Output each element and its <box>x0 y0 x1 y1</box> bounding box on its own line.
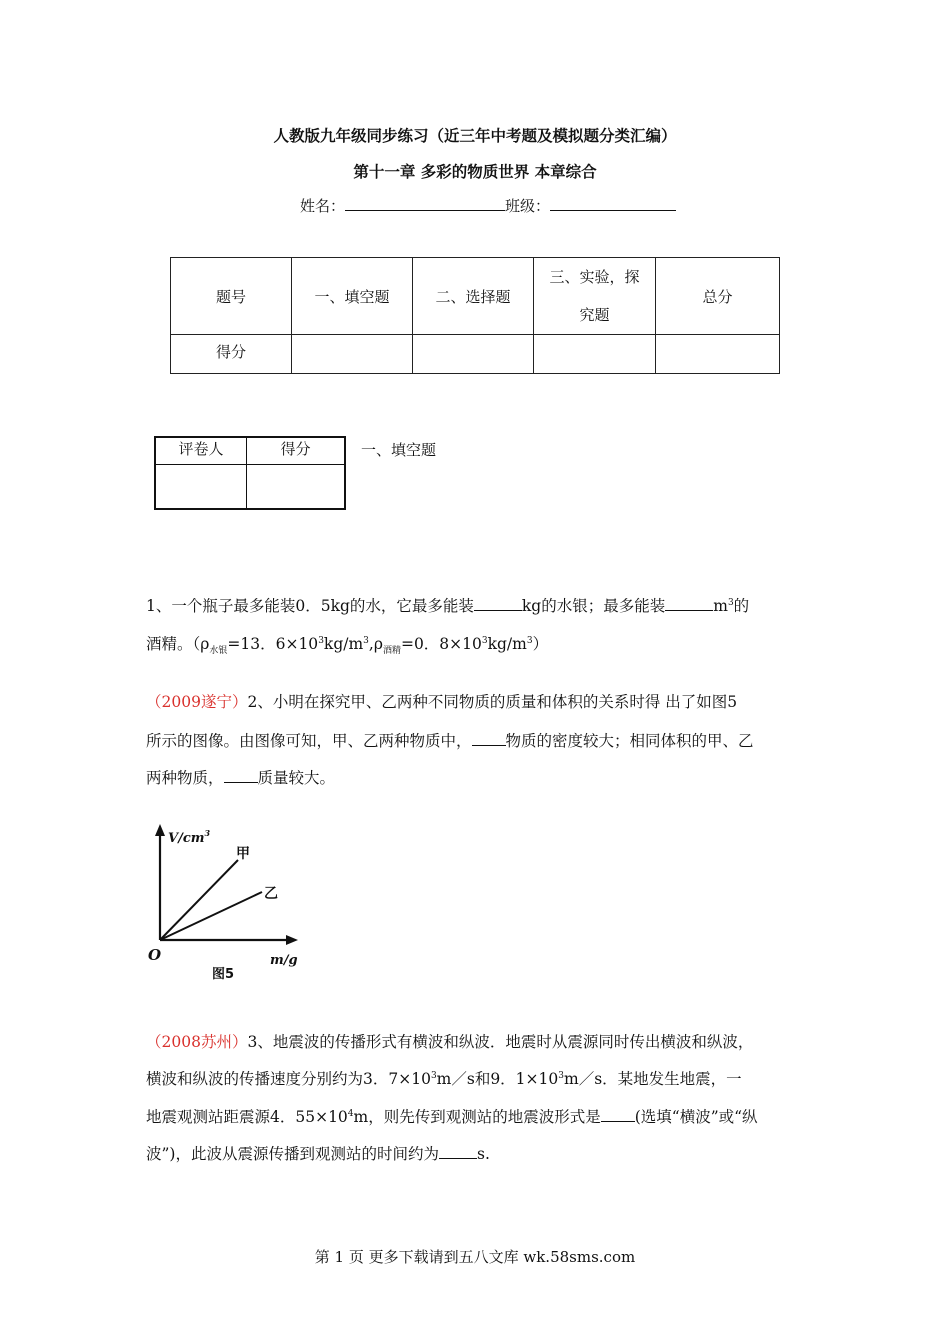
grader-table <box>154 436 346 510</box>
score-cell-fill[interactable] <box>292 335 413 374</box>
student-info <box>300 195 676 216</box>
label-jia: 甲 <box>236 846 250 862</box>
question-2-line-3: 两种物质， 质量较大。 <box>146 769 336 787</box>
score-table <box>170 257 780 374</box>
y-axis-arrow <box>155 824 165 836</box>
grader-col-reviewer: 评卷人 <box>155 437 247 464</box>
question-3-line-1: （2008苏州）3、地震波的传播形式有横波和纵波．地震时从震源同时传出横波和纵波， <box>146 1033 754 1051</box>
name-blank[interactable] <box>345 210 505 211</box>
q3-blank-wave-type[interactable] <box>601 1121 635 1122</box>
line-yi <box>160 892 262 940</box>
class-label: 班级： <box>505 197 551 215</box>
origin-label: O <box>148 946 162 964</box>
q2-blank-mass[interactable] <box>224 782 258 783</box>
score-cell-experiment[interactable] <box>534 335 656 374</box>
q3-blank-time[interactable] <box>439 1158 477 1159</box>
grader-value-row <box>155 464 345 509</box>
grader-col-score: 得分 <box>247 437 346 464</box>
document-title: 人教版九年级同步练习（近三年中考题及模拟题分类汇编） <box>273 126 677 145</box>
question-1-line-1: 1、一个瓶子最多能装0．5kg的水，它最多能装 kg的水银；最多能装 $m^3$的 <box>146 597 750 615</box>
q2-blank-density[interactable] <box>472 745 506 746</box>
score-col-number: 题号 <box>171 258 292 335</box>
grader-cell-score[interactable] <box>247 464 346 509</box>
class-blank[interactable] <box>550 210 676 211</box>
score-value-row <box>171 335 780 374</box>
score-header-row <box>171 258 780 335</box>
score-cell-choice[interactable] <box>413 335 534 374</box>
figure-5-graph <box>140 820 310 990</box>
q3-source: （2008苏州） <box>146 1033 248 1051</box>
question-3-line-3: 地震观测站距震源4．$55\times 10^4m$，则先传到观测站的地震波形式是 (选填“横波”或“纵 <box>146 1108 758 1126</box>
question-1-line-2: 酒精。（$\rho_{水银}=13$．$6\times 10^3kg/m^3,\rho_{酒精}=0$．$8\times 10^3kg/m^3$） <box>146 635 549 657</box>
grader-header-row <box>155 437 345 464</box>
score-col-experiment: 三、实验，探 究题 <box>534 258 656 335</box>
score-cell-total[interactable] <box>656 335 780 374</box>
q2-source: （2009遂宁） <box>146 693 248 711</box>
figure-caption: 图5 <box>212 967 235 982</box>
q1-blank-alcohol[interactable] <box>665 610 713 611</box>
score-col-total: 总分 <box>656 258 780 335</box>
chapter-subtitle: 第十一章 多彩的物质世界 本章综合 <box>353 162 597 181</box>
x-axis-arrow <box>286 935 298 945</box>
x-axis-label: m/g <box>270 953 298 968</box>
score-col-choice: 二、选择题 <box>413 258 534 335</box>
name-label: 姓名： <box>300 197 346 215</box>
question-2-line-2: 所示的图像。由图像可知，甲、乙两种物质中， 物质的密度较大；相同体积的甲、乙 <box>146 732 754 750</box>
line-jia <box>160 860 238 940</box>
score-col-fill: 一、填空题 <box>292 258 413 335</box>
question-3-line-4: 波”)，此波从震源传播到观测站的时间约为 s. <box>146 1145 490 1163</box>
q1-blank-mercury[interactable] <box>474 610 522 611</box>
section-title-fill: 一、填空题 <box>361 441 437 459</box>
page-footer: 第 1 页 更多下载请到五八文库 wk.58sms.com <box>314 1248 636 1266</box>
label-yi: 乙 <box>264 886 278 902</box>
y-axis-label: $V/cm^3$ <box>168 828 211 846</box>
score-row-label: 得分 <box>171 335 292 374</box>
question-3-line-2: 横波和纵波的传播速度分别约为3．$7\times 10^3m/s$和9．$1\times 10^3m/s$．某地发生地震，一 <box>146 1070 742 1088</box>
grader-cell-reviewer[interactable] <box>155 464 247 509</box>
question-2-line-1: （2009遂宁）2、小明在探究甲、乙两种不同物质的质量和体积的关系时得 出了如图5 <box>146 693 738 711</box>
